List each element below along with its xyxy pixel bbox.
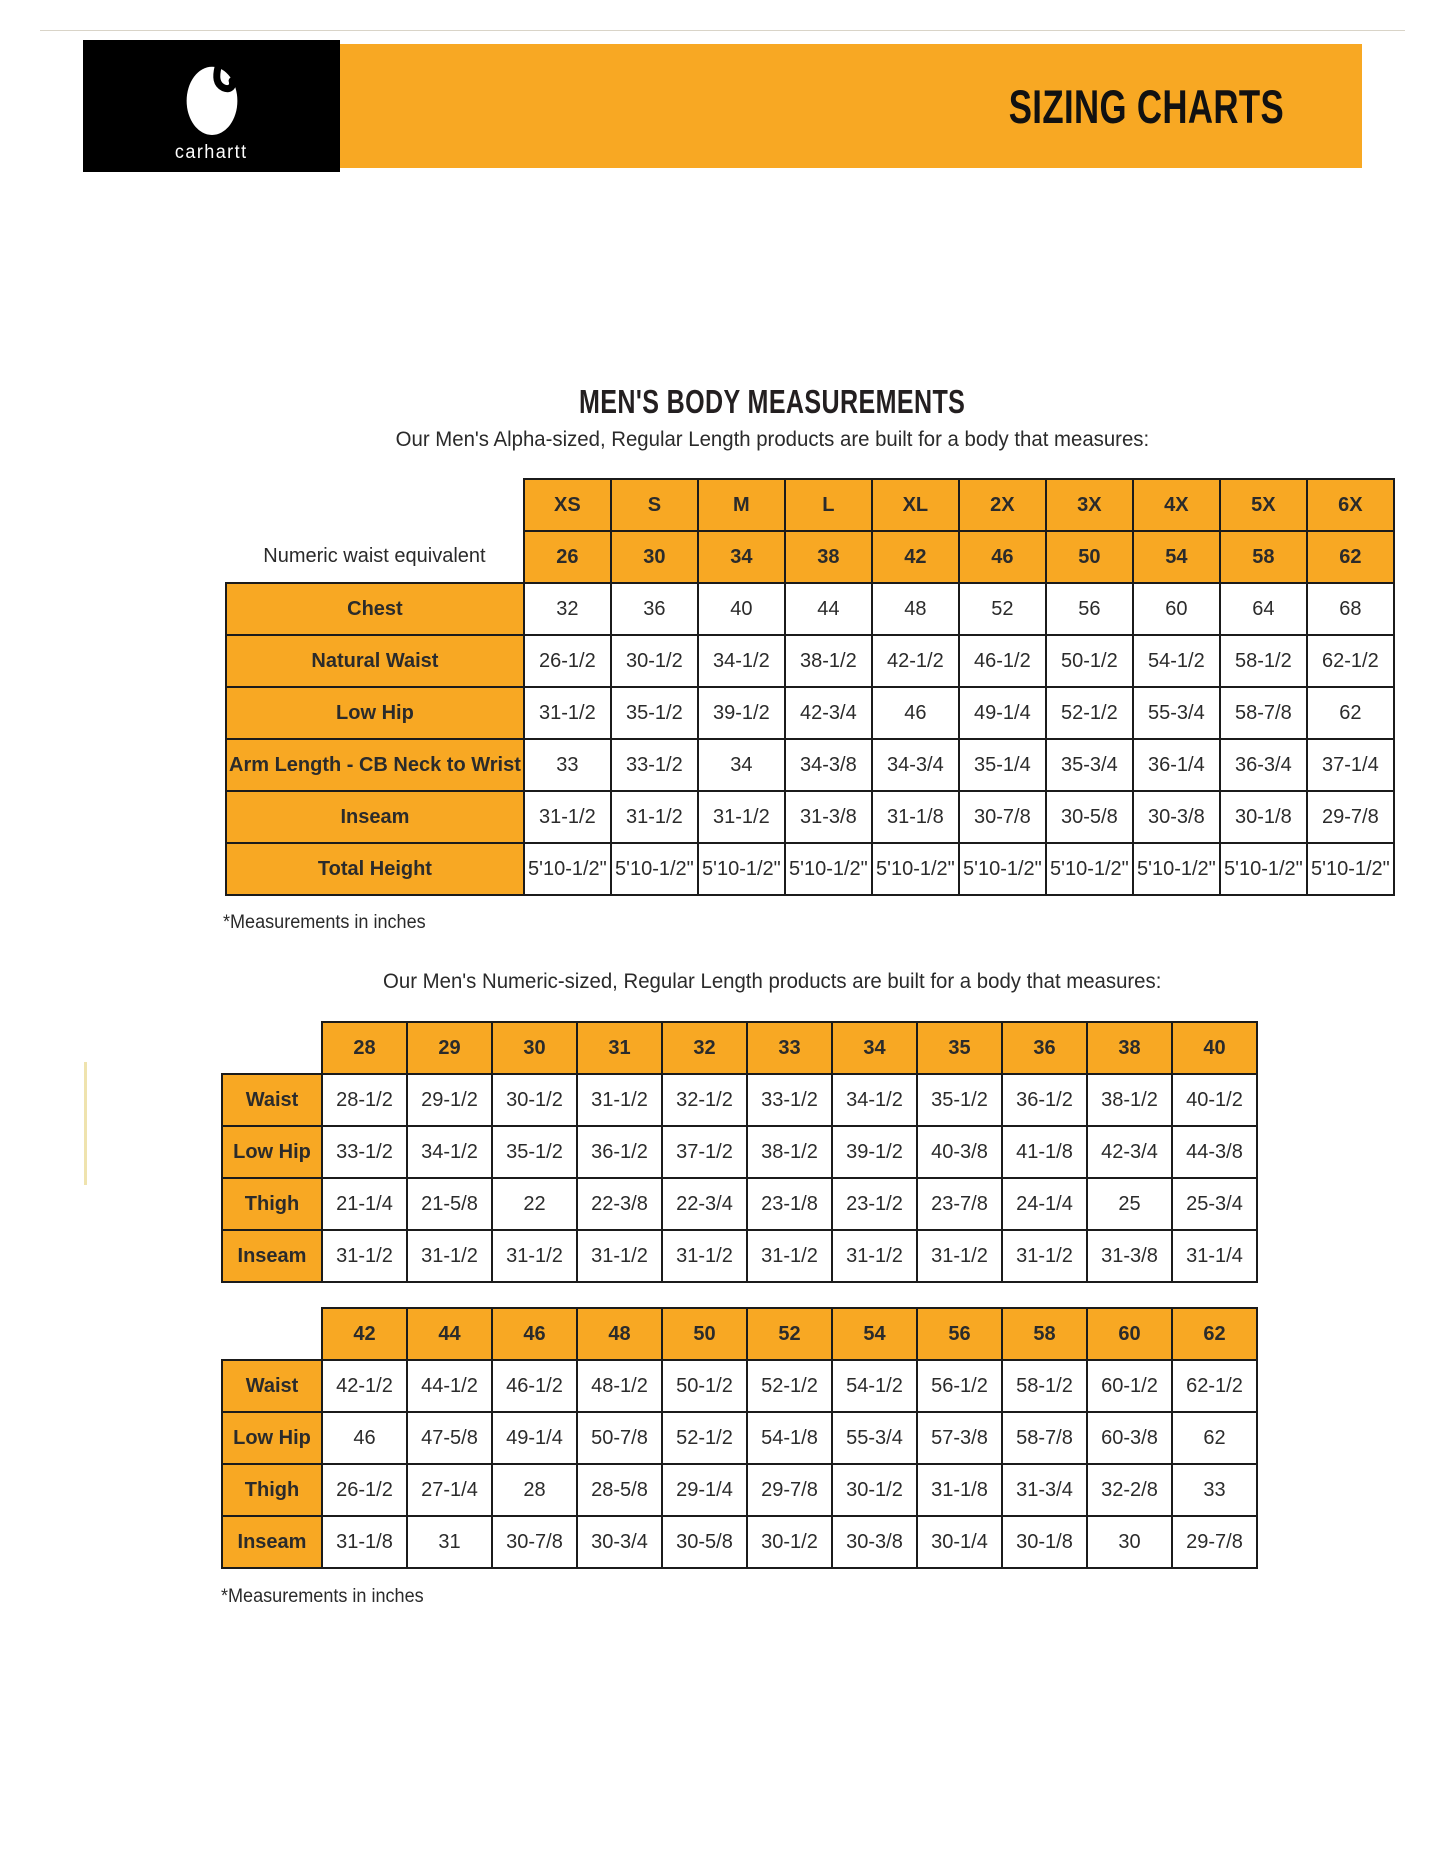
table-cell: 34-3/8 — [785, 739, 872, 791]
table-cell: 33-1/2 — [322, 1126, 407, 1178]
sizing-charts-banner — [340, 44, 1362, 168]
table-cell: 46-1/2 — [959, 635, 1046, 687]
row-label: Inseam — [222, 1516, 322, 1568]
table-cell: S — [611, 479, 698, 531]
table-cell: 4X — [1133, 479, 1220, 531]
table-cell: 21-5/8 — [407, 1178, 492, 1230]
table-cell: 44-1/2 — [407, 1360, 492, 1412]
page-top-edge — [40, 30, 1405, 31]
table-cell: 30-1/2 — [747, 1516, 832, 1568]
table-cell: 5'10-1/2" — [785, 843, 872, 895]
table-cell: 38-1/2 — [785, 635, 872, 687]
table-row — [226, 739, 1394, 791]
table-cell: 62 — [1307, 687, 1394, 739]
table-cell: 46 — [492, 1308, 577, 1360]
table-cell: 37-1/4 — [1307, 739, 1394, 791]
table-cell: 40 — [698, 583, 785, 635]
numeric-sizes-table-42-62 — [221, 1307, 1258, 1569]
table-cell: 36-1/2 — [1002, 1074, 1087, 1126]
alpha-table — [225, 478, 1395, 896]
table-cell: 42 — [872, 531, 959, 583]
table-cell: 35-1/2 — [492, 1126, 577, 1178]
table-cell: 30-3/8 — [832, 1516, 917, 1568]
table-cell: 57-3/8 — [917, 1412, 1002, 1464]
table-cell: 40-3/8 — [917, 1126, 1002, 1178]
table-cell: 24-1/4 — [1002, 1178, 1087, 1230]
table-cell: 58-7/8 — [1220, 687, 1307, 739]
table-cell: 64 — [1220, 583, 1307, 635]
table-cell: 39-1/2 — [698, 687, 785, 739]
table-row — [226, 635, 1394, 687]
row-label: Arm Length - CB Neck to Wrist — [226, 739, 524, 791]
table-cell: 30-1/8 — [1220, 791, 1307, 843]
table-cell: 50-7/8 — [577, 1412, 662, 1464]
table-cell: 26 — [524, 531, 611, 583]
table-row — [222, 1308, 1257, 1360]
table-cell: 32-2/8 — [1087, 1464, 1172, 1516]
row-label: Total Height — [226, 843, 524, 895]
table-cell: 33-1/2 — [747, 1074, 832, 1126]
table-cell: 30-5/8 — [1046, 791, 1133, 843]
table-cell: 58-7/8 — [1002, 1412, 1087, 1464]
table-cell: 32 — [662, 1022, 747, 1074]
table-cell: 62-1/2 — [1172, 1360, 1257, 1412]
table-cell: 35 — [917, 1022, 1002, 1074]
table-cell: 46 — [872, 687, 959, 739]
table-cell: 36 — [611, 583, 698, 635]
table-cell: 30-1/8 — [1002, 1516, 1087, 1568]
table-cell: 5'10-1/2" — [959, 843, 1046, 895]
table-cell: 5'10-1/2" — [872, 843, 959, 895]
table-cell: 54-1/2 — [832, 1360, 917, 1412]
table-cell: 32 — [524, 583, 611, 635]
table-cell: 23-1/2 — [832, 1178, 917, 1230]
table-cell: 37-1/2 — [662, 1126, 747, 1178]
table-cell: 62-1/2 — [1307, 635, 1394, 687]
table-row — [222, 1360, 1257, 1412]
table-cell: 25-3/4 — [1172, 1178, 1257, 1230]
table-cell: 5'10-1/2" — [611, 843, 698, 895]
table-cell: 56 — [1046, 583, 1133, 635]
table-cell: 22-3/4 — [662, 1178, 747, 1230]
table-cell: 28-1/2 — [322, 1074, 407, 1126]
table-cell: 5X — [1220, 479, 1307, 531]
table-row — [222, 1126, 1257, 1178]
table-cell: XS — [524, 479, 611, 531]
table-cell: 60 — [1087, 1308, 1172, 1360]
table-cell: 42 — [322, 1308, 407, 1360]
table-cell: 30-3/4 — [577, 1516, 662, 1568]
table-cell: 48 — [872, 583, 959, 635]
table-cell: 38-1/2 — [747, 1126, 832, 1178]
table-row — [222, 1412, 1257, 1464]
table-cell: 46-1/2 — [492, 1360, 577, 1412]
table-cell: 30-5/8 — [662, 1516, 747, 1568]
banner-title: SIZING CHARTS — [1008, 79, 1284, 133]
table-cell: 31-1/2 — [917, 1230, 1002, 1282]
table-cell: 31-1/2 — [524, 791, 611, 843]
table-cell: 35-1/4 — [959, 739, 1046, 791]
table-cell: 31-1/2 — [492, 1230, 577, 1282]
table-cell: 30-3/8 — [1133, 791, 1220, 843]
table-cell: 44 — [407, 1308, 492, 1360]
table-cell: 29-7/8 — [1307, 791, 1394, 843]
table-cell: 34 — [698, 739, 785, 791]
table-cell: 34-1/2 — [407, 1126, 492, 1178]
table-cell: 31-1/2 — [577, 1230, 662, 1282]
table-cell: 40-1/2 — [1172, 1074, 1257, 1126]
table-cell: XL — [872, 479, 959, 531]
table-cell: 31-1/2 — [524, 687, 611, 739]
table-cell: 22-3/8 — [577, 1178, 662, 1230]
table-cell: 29 — [407, 1022, 492, 1074]
table-cell: 42-3/4 — [1087, 1126, 1172, 1178]
numeric-table-1 — [221, 1021, 1258, 1283]
table-cell: 62 — [1172, 1412, 1257, 1464]
row-label: Low Hip — [222, 1126, 322, 1178]
carhartt-logo-box — [83, 40, 340, 172]
table-cell: 32-1/2 — [662, 1074, 747, 1126]
table-cell: 42-3/4 — [785, 687, 872, 739]
table-cell: 38 — [785, 531, 872, 583]
table-cell: 52 — [747, 1308, 832, 1360]
page-left-margin-mark — [84, 1062, 87, 1185]
table-cell: 33-1/2 — [611, 739, 698, 791]
table-row — [222, 1516, 1257, 1568]
table-cell: 52 — [959, 583, 1046, 635]
table-cell: 31-1/2 — [611, 791, 698, 843]
alpha-subtitle: Our Men's Alpha-sized, Regular Length products are built for a body that measures: — [395, 428, 1150, 451]
table-cell: 58-1/2 — [1220, 635, 1307, 687]
table-cell: 26-1/2 — [322, 1464, 407, 1516]
table-cell: 54 — [1133, 531, 1220, 583]
table-cell: 40 — [1172, 1022, 1257, 1074]
table-cell: 35-1/2 — [917, 1074, 1002, 1126]
table-cell: 30-7/8 — [959, 791, 1046, 843]
table-cell: 28-5/8 — [577, 1464, 662, 1516]
table-cell: 34 — [698, 531, 785, 583]
row-label: Thigh — [222, 1178, 322, 1230]
table-cell: 60-3/8 — [1087, 1412, 1172, 1464]
table-row — [222, 1464, 1257, 1516]
footnote-numeric: *Measurements in inches — [221, 1586, 424, 1607]
table-row — [222, 1074, 1257, 1126]
table-cell: 50 — [662, 1308, 747, 1360]
numeric-table-2 — [221, 1307, 1258, 1569]
table-cell: 29-7/8 — [747, 1464, 832, 1516]
table-cell: 31-1/8 — [322, 1516, 407, 1568]
table-row — [226, 687, 1394, 739]
table-cell: 5'10-1/2" — [698, 843, 785, 895]
table-cell: 23-1/8 — [747, 1178, 832, 1230]
table-cell: 68 — [1307, 583, 1394, 635]
table-cell: 60 — [1133, 583, 1220, 635]
table-cell: 52-1/2 — [1046, 687, 1133, 739]
table-cell: 3X — [1046, 479, 1133, 531]
table-cell: 33 — [1172, 1464, 1257, 1516]
alpha-sizes-table — [225, 478, 1395, 896]
table-row — [226, 479, 1394, 531]
row-label — [226, 479, 524, 531]
row-label: Low Hip — [222, 1412, 322, 1464]
table-cell: 52-1/2 — [662, 1412, 747, 1464]
numeric-sizes-table-28-40 — [221, 1021, 1258, 1283]
table-cell: 38 — [1087, 1022, 1172, 1074]
table-cell: 36-1/4 — [1133, 739, 1220, 791]
table-cell: 5'10-1/2" — [524, 843, 611, 895]
table-cell: 5'10-1/2" — [1220, 843, 1307, 895]
table-cell: 54-1/8 — [747, 1412, 832, 1464]
table-cell: 46 — [322, 1412, 407, 1464]
table-cell: 29-1/4 — [662, 1464, 747, 1516]
table-cell: 31 — [407, 1516, 492, 1568]
table-cell: 36-3/4 — [1220, 739, 1307, 791]
table-cell: 30-1/2 — [611, 635, 698, 687]
numeric-subtitle: Our Men's Numeric-sized, Regular Length products are built for a body that measures: — [383, 970, 1162, 993]
table-cell: 44 — [785, 583, 872, 635]
table-cell: 30-1/4 — [917, 1516, 1002, 1568]
row-label: Numeric waist equivalent — [263, 545, 486, 567]
table-cell: 50-1/2 — [662, 1360, 747, 1412]
table-cell: 50-1/2 — [1046, 635, 1133, 687]
row-label — [222, 1022, 322, 1074]
table-cell: 22 — [492, 1178, 577, 1230]
table-cell: 52-1/2 — [747, 1360, 832, 1412]
table-cell: 49-1/4 — [959, 687, 1046, 739]
table-cell: 41-1/8 — [1002, 1126, 1087, 1178]
table-cell: 5'10-1/2" — [1133, 843, 1220, 895]
row-label — [222, 1308, 322, 1360]
table-cell: 34-1/2 — [698, 635, 785, 687]
table-cell: 29-1/2 — [407, 1074, 492, 1126]
table-cell: 39-1/2 — [832, 1126, 917, 1178]
table-cell: 56 — [917, 1308, 1002, 1360]
table-cell: 26-1/2 — [524, 635, 611, 687]
table-cell: L — [785, 479, 872, 531]
table-cell: 31-1/2 — [832, 1230, 917, 1282]
table-row — [222, 1230, 1257, 1282]
table-cell: 28 — [492, 1464, 577, 1516]
table-cell: 33 — [747, 1022, 832, 1074]
table-cell: 30-1/2 — [832, 1464, 917, 1516]
table-cell: 31-3/8 — [1087, 1230, 1172, 1282]
table-cell: 31-1/2 — [322, 1230, 407, 1282]
row-label: Waist — [222, 1360, 322, 1412]
table-cell: 30 — [492, 1022, 577, 1074]
table-cell: 34-1/2 — [832, 1074, 917, 1126]
table-cell: 56-1/2 — [917, 1360, 1002, 1412]
table-cell: 5'10-1/2" — [1046, 843, 1133, 895]
table-cell: 44-3/8 — [1172, 1126, 1257, 1178]
table-row — [226, 843, 1394, 895]
table-cell: 31-1/2 — [747, 1230, 832, 1282]
table-cell: 50 — [1046, 531, 1133, 583]
table-cell: 42-1/2 — [322, 1360, 407, 1412]
table-row — [226, 791, 1394, 843]
table-cell: 21-1/4 — [322, 1178, 407, 1230]
table-row — [222, 1178, 1257, 1230]
table-cell: 55-3/4 — [832, 1412, 917, 1464]
table-cell: 31-1/8 — [872, 791, 959, 843]
table-cell: 30 — [1087, 1516, 1172, 1568]
row-label: Thigh — [222, 1464, 322, 1516]
table-cell: 35-3/4 — [1046, 739, 1133, 791]
table-cell: 31-1/2 — [698, 791, 785, 843]
table-cell: 58 — [1002, 1308, 1087, 1360]
table-cell: 58-1/2 — [1002, 1360, 1087, 1412]
table-cell: 33 — [524, 739, 611, 791]
table-cell: 62 — [1172, 1308, 1257, 1360]
table-cell: 38-1/2 — [1087, 1074, 1172, 1126]
table-cell: 27-1/4 — [407, 1464, 492, 1516]
table-cell: 48 — [577, 1308, 662, 1360]
table-cell: 6X — [1307, 479, 1394, 531]
row-label: Low Hip — [226, 687, 524, 739]
footnote-alpha: *Measurements in inches — [223, 912, 426, 933]
table-cell: 54 — [832, 1308, 917, 1360]
row-label: Chest — [226, 583, 524, 635]
carhartt-c-icon — [184, 62, 240, 138]
row-label: Inseam — [222, 1230, 322, 1282]
table-cell: 30 — [611, 531, 698, 583]
table-cell: 23-7/8 — [917, 1178, 1002, 1230]
table-cell: 31-3/8 — [785, 791, 872, 843]
table-cell: 31-1/2 — [1002, 1230, 1087, 1282]
table-row — [226, 583, 1394, 635]
page-title: MEN'S BODY MEASUREMENTS — [579, 383, 966, 420]
table-cell: 31-1/4 — [1172, 1230, 1257, 1282]
table-cell: 5'10-1/2" — [1307, 843, 1394, 895]
table-cell: 58 — [1220, 531, 1307, 583]
table-cell: 49-1/4 — [492, 1412, 577, 1464]
table-cell: 2X — [959, 479, 1046, 531]
table-cell: 31-3/4 — [1002, 1464, 1087, 1516]
table-cell: 35-1/2 — [611, 687, 698, 739]
row-label: Inseam — [226, 791, 524, 843]
table-cell: 62 — [1307, 531, 1394, 583]
row-label: Natural Waist — [226, 635, 524, 687]
table-cell: 30-1/2 — [492, 1074, 577, 1126]
table-cell: 47-5/8 — [407, 1412, 492, 1464]
table-cell: 60-1/2 — [1087, 1360, 1172, 1412]
table-cell: 55-3/4 — [1133, 687, 1220, 739]
carhartt-wordmark: carhartt — [175, 142, 248, 163]
table-cell: 25 — [1087, 1178, 1172, 1230]
table-cell: 31-1/2 — [662, 1230, 747, 1282]
row-label: Waist — [222, 1074, 322, 1126]
table-row — [222, 1022, 1257, 1074]
table-cell: 34 — [832, 1022, 917, 1074]
table-cell: 31 — [577, 1022, 662, 1074]
table-cell: 34-3/4 — [872, 739, 959, 791]
table-cell: 28 — [322, 1022, 407, 1074]
table-cell: 36-1/2 — [577, 1126, 662, 1178]
table-cell: 36 — [1002, 1022, 1087, 1074]
table-row — [226, 531, 1394, 583]
table-cell: 30-7/8 — [492, 1516, 577, 1568]
table-cell: 42-1/2 — [872, 635, 959, 687]
table-cell: 31-1/2 — [577, 1074, 662, 1126]
table-cell: 31-1/8 — [917, 1464, 1002, 1516]
table-cell: 54-1/2 — [1133, 635, 1220, 687]
table-cell: M — [698, 479, 785, 531]
table-cell: 46 — [959, 531, 1046, 583]
table-cell: 31-1/2 — [407, 1230, 492, 1282]
table-cell: 29-7/8 — [1172, 1516, 1257, 1568]
table-cell: 48-1/2 — [577, 1360, 662, 1412]
